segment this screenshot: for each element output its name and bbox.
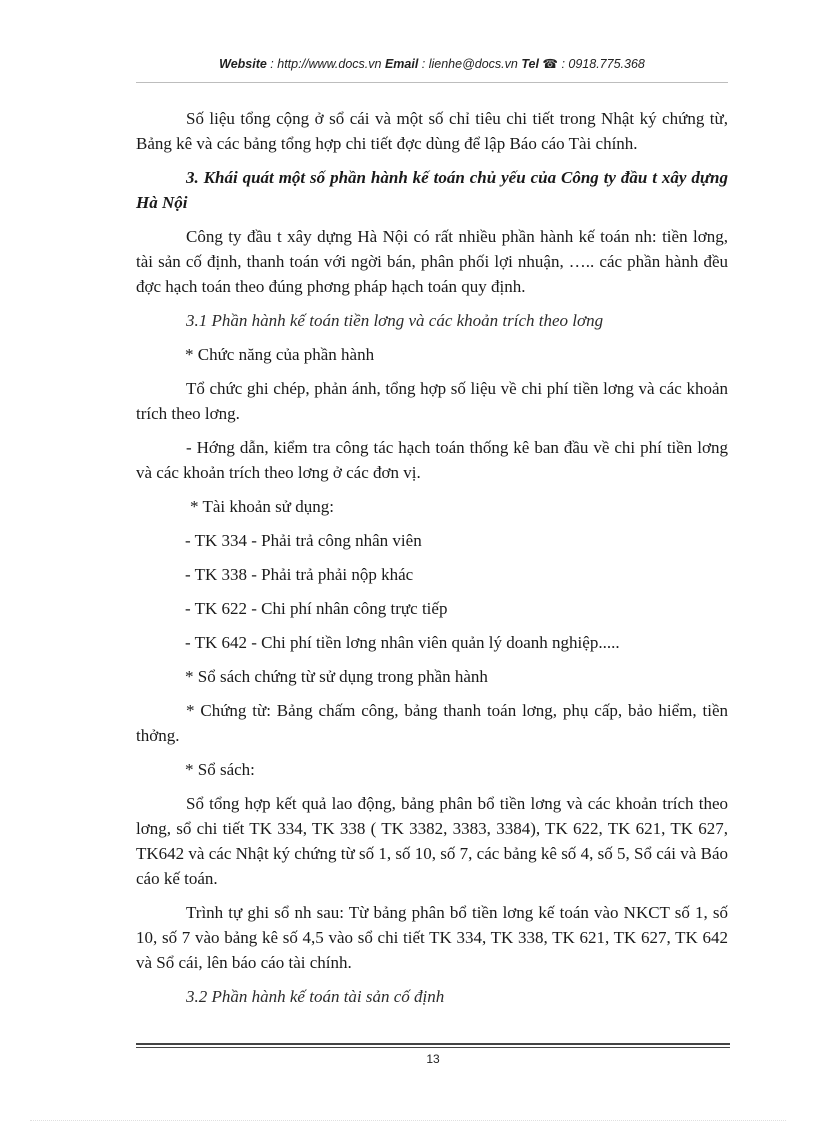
website-url: : http://www.docs.vn <box>266 57 385 71</box>
paragraph-function-desc: Tổ chức ghi chép, phản ánh, tổng hợp số liệu về chi phí tiền lơng và các khoản trích theo lơng. <box>136 379 728 423</box>
document-body <box>136 106 728 1018</box>
paragraph-summary: Số liệu tổng cộng ở sổ cái và một số chỉ tiêu chi tiết trong Nhật ký chứng từ, Bảng kê và các bảng tổng hợp chi tiết đợc dùng để lập Báo cáo Tài chính. <box>136 109 728 153</box>
footer-divider-thin <box>136 1047 730 1048</box>
subsection-heading-3-2: 3.2 Phần hành kế toán tài sản cố định <box>186 987 445 1006</box>
tel-number: : 0918.775.368 <box>557 57 645 71</box>
list-item-tk622: - TK 622 - Chi phí nhân công trực tiếp <box>185 599 448 618</box>
section-heading-3: 3. Khái quát một số phần hành kế toán chủ yếu của Công ty đầu t xây dựng Hà Nội <box>136 168 728 212</box>
header-divider <box>136 82 728 83</box>
paragraph-books-sub: * Sổ sách: <box>185 760 255 779</box>
paragraph-guidance: - Hớng dẫn, kiểm tra công tác hạch toán thống kê ban đầu về chi phí tiền lơng và các khoản trích theo lơng ở các đơn vị. <box>136 438 728 482</box>
tel-label: Tel ☎ <box>521 57 558 71</box>
paragraph-function-label: * Chức năng của phần hành <box>185 345 375 364</box>
paragraph-vouchers: * Chứng từ: Bảng chấm công, bảng thanh toán lơng, phụ cấp, bảo hiểm, tiền thởng. <box>136 701 728 745</box>
paragraph-books-label: * Sổ sách chứng từ sử dụng trong phần hành <box>185 667 488 686</box>
paragraph-accounts-label: * Tài khoản sử dụng: <box>190 497 334 516</box>
list-item-tk334: - TK 334 - Phải trả công nhân viên <box>185 531 422 550</box>
email-label: Email <box>384 57 419 71</box>
website-label: Website <box>219 57 267 71</box>
page-bottom-border <box>30 1120 786 1121</box>
page-header <box>136 56 728 71</box>
list-item-tk338: - TK 338 - Phải trả phải nộp khác <box>185 565 414 584</box>
email-address: : lienhe@docs.vn <box>418 57 522 71</box>
page-number: 13 <box>426 1052 440 1066</box>
list-item-tk642: - TK 642 - Chi phí tiền lơng nhân viên quản lý doanh nghiệp..... <box>185 633 620 652</box>
paragraph-posting-order: Trình tự ghi sổ nh sau: Từ bảng phân bổ tiền lơng kế toán vào NKCT số 1, số 10, số 7 vào bảng kê số 4,5 vào sổ chi tiết TK 334, TK 338, TK 621, TK 627, TK 642 và Sổ cái, lên báo cáo tài chính. <box>136 903 728 972</box>
paragraph-books-list: Sổ tổng hợp kết quả lao động, bảng phân bổ tiền lơng và các khoản trích theo lơng, sổ chi tiết TK 334, TK 338 ( TK 3382, 3383, 3384), TK 622, TK 621, TK 627, TK642 và các Nhật ký chứng từ số 1, số 10, số 7, các bảng kê số 4, số 5, Sổ cái và Báo cáo kế toán. <box>136 794 728 888</box>
subsection-heading-3-1: 3.1 Phần hành kế toán tiền lơng và các khoản trích theo lơng <box>186 311 604 330</box>
paragraph-overview: Công ty đầu t xây dựng Hà Nội có rất nhiều phần hành kế toán nh: tiền lơng, tài sản cố định, thanh toán với ngời bán, phân phối lợi nhuận, ….. các phần hành đều đợc hạch toán theo đúng phơng pháp hạch toán quy định. <box>136 227 728 296</box>
footer-divider-thick <box>136 1043 730 1045</box>
